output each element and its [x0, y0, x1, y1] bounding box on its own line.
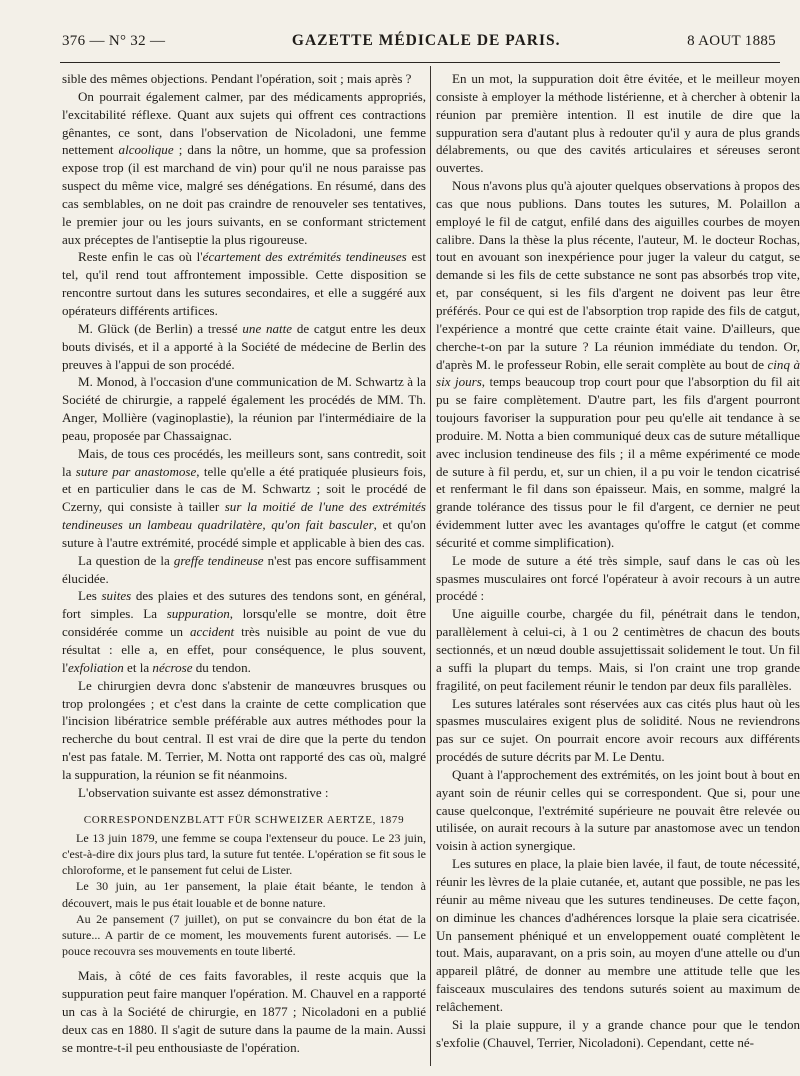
quoted-observation: [62, 812, 426, 960]
emphasis-text: nécrose: [152, 659, 193, 675]
emphasis-text: écartement des extrémités tendineuses: [202, 249, 407, 265]
body-paragraph: En un mot, la suppuration doit être évitée, et le meilleur moyen consiste à employer la méthode listérienne, et à chercher à obtenir la réunion par première intention. Il est inutile de dire que la suppuration sera d'autant plus à redouter qu'il y aura de plus grands délabrements, ou que des cavités articulaires et séreuses seront ouvertes.: [436, 71, 800, 176]
issue-number: — N° 32 —: [89, 33, 166, 49]
emphasis-text: alcoolique: [118, 142, 174, 158]
body-paragraph: L'observation suivante est assez démonstrative :: [78, 784, 329, 800]
body-paragraph: La question de la greffe tendineuse n'est pas encore suffisamment élucidée.: [62, 552, 427, 586]
left-column-text: [62, 70, 426, 802]
header-rule: [60, 62, 780, 63]
body-paragraph: Les suites des plaies et des sutures des tendons sont, en général, fort simples. La suppuration, lorsqu'elle se montre, doit être considérée comme un accident très nuisible au point de vue du résultat : elle a, en effet, pour conséquence, le plus souvent, l'exfoliation et la nécrose du tendon.: [62, 588, 427, 675]
body-paragraph: On pourrait également calmer, par des médicaments appropriés, l'excitabilité réflexe. Quant aux sujets qui offrent ces contractions gênantes, ce sont, dans l'observation de Nicoladoni, une femme nettement alcoolique ; dans la nôtre, un homme, que sa profession expose trop (il est marchand de vin) pour qu'il ne nous paraisse pas suspect du même vice, malgré ses dénégations. En résumé, dans des cas semblables, on ne doit pas craindre de renouveler ses tentatives, le premier jour ou les jours suivants, en se conformant strictement aux préceptes de l'antiseptie la plus rigoureuse.: [62, 88, 426, 247]
body-paragraph: Quant à l'approchement des extrémités, on les joint bout à bout en ayant soin de réunir celles qui se correspondent. Que si, pour une cause quelconque, l'extrémité supérieure ne pouvait être relevée ou utilisée, on aurait recours à la suture par anastomose avec un tendon voisin à action synergique.: [436, 766, 800, 854]
emphasis-text: sur la moitié de l'une des extrémités tendineuses un lambeau quadrilatère, qu'on fait basculer: [62, 499, 426, 533]
emphasis-text: accident: [189, 624, 235, 640]
body-paragraph: Les sutures latérales sont réservées aux cas cités plus haut où les spasmes musculaires exigent plus de solidité. Nous ne reviendrons pas sur ce sujet. On pourrait encore avoir recours aux différents procédés de suture décrits par M. Le Dentu.: [436, 695, 800, 765]
body-paragraph: M. Monod, à l'occasion d'une communication de M. Schwartz à la Société de chirurgie, a rappelé également les procédés de MM. Th. Anger, Mollière (vaginoplastie), la réunion par l'intermédiaire de la peau, proposée par Chassaignac.: [62, 374, 426, 443]
body-paragraph: Les sutures en place, la plaie bien lavée, il faut, de toute nécessité, réunir les lèvres de la plaie cutanée, et, autant que possible, ne pas les réunir au même niveau que les sutures tendineuses. De cette façon, on diminue les chances d'adhérences lorsque la plaie sera cicatrisée. Un pansement phéniqué et un enveloppement ouaté complètent le tout. Mais, auparavant, on a pris soin, au moyen d'une attelle ou d'un appareil plâtré, de donner au membre une attitude telle que les faisceaux musculaires des tendons suturés soient au maximum de relâchement.: [436, 856, 800, 1014]
right-column: [436, 70, 800, 1051]
left-column: [62, 70, 426, 1057]
body-paragraph: Nous n'avons plus qu'à ajouter quelques observations à propos des cas que nous publions. Dans toutes les sutures, M. Polaillon a employé le fil de catgut, enfilé dans des aiguilles courbes de moyen calibre. Dans la thèse la plus récente, l'auteur, M. le docteur Rochas, tout en avouant son inexpérience pour juger la valeur du catgut, se demande si les fils de cette substance ne sont pas absorbés trop vite, et, par conséquent, si les fils d'argent ne doivent pas leur être préférés. Pour ce qui est de l'absorption trop rapide des fils de catgut, l'expérience a montré que cette crainte était vaine. D'ailleurs, que cherche-t-on par la suture ? La réunion immédiate du tendon. Or, d'après M. le professeur Robin, elle serait complète au bout de cinq à six jours, temps beaucoup trop court pour que l'absorption du fil ait pu se faire complètement. D'autre part, les fils d'argent pourront toujours favoriser la suppuration pour peu qu'elle ait tendance à se produire. M. Notta a bien communiqué deux cas de suture métallique avec inclusion tendineuse des fils ; il a même expérimenté ce mode de suture à fil perdu, et, sur un chien, il a pu voir le tendon cicatrisé et renfermant le fil dans son épaisseur. Mais, en somme, malgré la grande tolérance des tissus pour le fil d'argent, ce dernier ne peut évidemment lutter avec les avantages qu'offre le catgut (et comme sécurité et comme simplification).: [436, 178, 800, 550]
body-paragraph: Reste enfin le cas où l'écartement des extrémités tendineuses est tel, qu'il rend tout affrontement impossible. Cette disposition se rencontre surtout dans les sutures secondaires, et elle a suggéré aux opérateurs différents artifices.: [62, 249, 426, 318]
quote-paragraph: Au 2e pansement (7 juillet), on put se convaincre du bon état de la suture... A partir de ce moment, les mouvements furent autorisés. — Le pouce recouvra ses mouvements en toute liberté.: [62, 911, 426, 959]
body-paragraph: M. Glück (de Berlin) a tressé une natte de catgut entre les deux bouts divisés, et il a apporté à la Société de médecine de Berlin des preuves à l'appui de son procédé.: [62, 320, 426, 372]
left-column-tail: [62, 967, 426, 1056]
body-paragraph: Mais, à côté de ces faits favorables, il reste acquis que la suppuration peut faire manquer l'opération. M. Chauvel en a rapporté un cas à la Société de chirurgie, en 1877 ; Nicoladoni en a publié deux cas en 1880. Il s'agit de suture dans la paume de la main. Aussi se montre-t-il peu enthousiaste de l'opération.: [62, 968, 426, 1055]
body-paragraph: Le mode de suture a été très simple, sauf dans le cas où les spasmes musculaires ont forcé l'opérateur à avoir recours à un autre procédé :: [436, 552, 800, 604]
quote-source: CORRESPONDENZBLATT FÜR SCHWEIZER AERTZE, 1879: [83, 813, 405, 826]
issue-date: 8 AOUT 1885: [687, 33, 776, 49]
emphasis-text: une natte: [242, 320, 293, 336]
body-paragraph: Le chirurgien devra donc s'abstenir de manœuvres brusques ou trop prolongées ; et c'est dans la crainte de cette complication que l'incision libératrice semble préférable aux autres méthodes pour la recherche du bout central. Il est vrai de dire que la perte du tendon n'est pas fatale. M. Terrier, M. Notta ont rapporté des cas où, malgré la suppuration, la réunion se fit néanmoins.: [62, 677, 426, 782]
body-paragraph: sible des mêmes objections. Pendant l'opération, soit ; mais après ?: [62, 71, 412, 86]
emphasis-text: greffe tendineuse: [173, 552, 264, 568]
body-paragraph: Mais, de tous ces procédés, les meilleurs sont, sans contredit, soit la suture par anastomose, telle qu'elle a été pratiquée plusieurs fois, et en particulier dans le cas de M. Schwartz ; soit le procédé de Czerny, qui consiste à tailler sur la moitié de l'une des extrémités tendineuses un lambeau quadrilatère, qu'on fait basculer, et qu'on suture à l'autre extrémité, procédé simple et applicable à bien des cas.: [62, 445, 426, 550]
emphasis-text: suppuration: [166, 606, 230, 622]
page-number-and-issue: [62, 33, 165, 50]
journal-title: GAZETTE MÉDICALE DE PARIS.: [291, 32, 561, 49]
quote-paragraph: Le 30 juin, au 1er pansement, la plaie était béante, le tendon à découvert, mais le pus était louable et de bonne nature.: [62, 879, 426, 910]
quote-paragraph: Le 13 juin 1879, une femme se coupa l'extenseur du pouce. Le 23 juin, c'est-à-dire dix jours plus tard, la suture fut tentée. L'opération se fit sous le chloroforme, et le pansement fut celui de Lister.: [62, 830, 426, 878]
emphasis-text: suture par anastomose: [75, 463, 197, 479]
page-header: [62, 32, 776, 58]
emphasis-text: exfoliation: [67, 659, 124, 675]
page-number: 376: [62, 33, 86, 49]
body-paragraph: Une aiguille courbe, chargée du fil, pénétrait dans le tendon, parallèlement à celui-ci, à 1 ou 2 centimètres de chacun des bouts sectionnés, et un nœud double assujettissait solidement le tout. Un fil a suffi la plupart du temps. Mais, si l'on craint une trop grande fragilité, on peut facilement réunir le tendon par deux fils parallèles.: [436, 606, 800, 693]
emphasis-text: suites: [101, 588, 132, 604]
body-paragraph: Si la plaie suppure, il y a grande chance pour que le tendon s'exfolie (Chauvel, Terrier, Nicoladoni). Cependant, cette né-: [436, 1016, 800, 1050]
column-divider: [430, 66, 431, 1066]
emphasis-text: cinq à six jours: [436, 356, 800, 390]
